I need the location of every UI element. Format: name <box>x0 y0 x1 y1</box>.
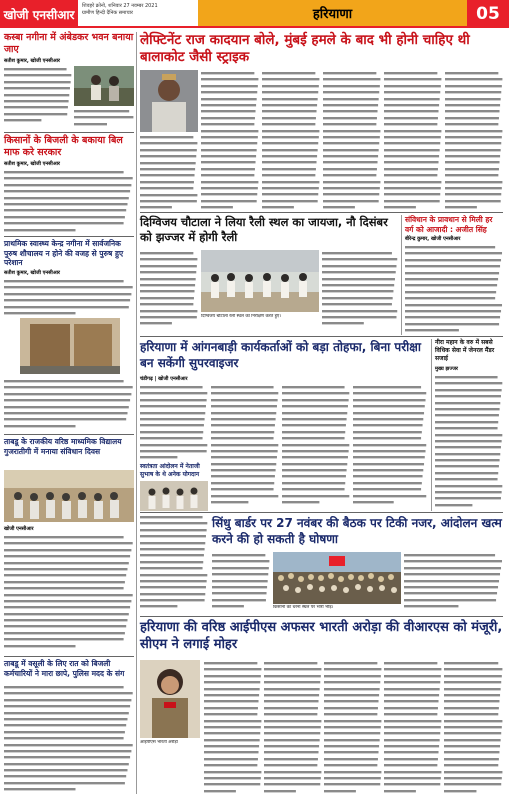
text-line <box>4 310 134 316</box>
toilet-photo <box>20 318 120 374</box>
divider <box>4 132 134 133</box>
lead-body-5 <box>384 70 442 210</box>
column-divider <box>431 339 432 511</box>
text-line <box>322 320 398 326</box>
chautala-body-2 <box>322 250 398 330</box>
kisan-headline: किसानों के बिजली के बकाया बिल माफ करे सरकार <box>4 135 123 158</box>
chautala-photo-caption: दिग्विजय चौटाला रैली स्थल का निरीक्षण करते हुए। <box>201 314 281 319</box>
text-line <box>4 227 134 233</box>
kisan-byline: सतीश कुमार, खोजी एनसीआर <box>4 161 60 167</box>
newspaper-logo: खोजी एनसीआर <box>0 0 78 28</box>
text-line <box>353 499 427 505</box>
dateline <box>78 0 198 28</box>
divider <box>4 236 134 237</box>
lead-photo <box>140 70 198 132</box>
text-line <box>404 603 503 609</box>
text-line <box>384 788 442 794</box>
lead-headline: लेफ्टिनेंट राज कादयान बोले, मुंबई हमले के बाद भी होनी चाहिए थी बालाकोट जैसी स्ट्राइक <box>140 32 470 65</box>
rally-right-headline: नीरा महान के वरु में सबसे विधिक सेवा में जेनरल मैंडर सजाई <box>435 339 495 362</box>
text-line <box>323 204 381 210</box>
text-line <box>324 788 382 794</box>
divider <box>4 434 134 435</box>
rally-right-byline: मुख्य झज्जर <box>435 366 458 372</box>
text-line <box>140 320 198 326</box>
sindhu-photo-caption: किसानों का धरना स्थल पर भारी भीड़। <box>273 605 334 610</box>
toilet-headline: प्राथमिक स्वास्थ्य केन्द्र नगीना में सार्वजनिक पुरुष शौचालय न होने की वजह से पुरुष हुए परेशान <box>4 239 124 268</box>
subhash-photo <box>140 481 208 511</box>
column-divider <box>401 215 402 335</box>
divider <box>140 212 503 213</box>
school-photo <box>4 470 134 522</box>
divider <box>4 656 134 657</box>
tauru-body <box>4 684 134 794</box>
dateline-subtext: ग्रामीण हिन्दी दैनिक समाचार <box>82 10 133 16</box>
subhash-body <box>140 514 208 612</box>
toilet-byline: सतीश कुमार, खोजी एनसीआर <box>4 270 60 276</box>
text-line <box>211 499 279 505</box>
text-line <box>264 788 322 794</box>
tauru-headline: ताबडू में वसूली के लिए रात को बिजली कर्मचारियों ने मारा छापे, पुलिस मदद के संग <box>4 659 125 678</box>
anganwadi-body-4 <box>353 384 427 510</box>
divider <box>140 512 503 513</box>
school-byline: खोजी एनसीआर <box>4 526 34 532</box>
lead-body-4 <box>323 70 381 210</box>
text-line <box>384 204 442 210</box>
text-line <box>444 788 503 794</box>
kisan-body <box>4 169 134 233</box>
arora-body-5 <box>444 660 503 794</box>
text-line <box>282 499 350 505</box>
samvidhan-headline: संविधान के प्रावधान से मिली हर वर्ग को आजादी : अजीत सिंह <box>405 215 493 234</box>
chautala-headline: दिग्विजय चौटाला ने लिया रैली स्थल का जायजा, नौ दिसंबर को झज्जर में होगी रैली <box>140 215 388 244</box>
arora-photo-caption: आईपीएस भारती अरोड़ा <box>140 740 178 745</box>
lead-body-6 <box>445 70 503 210</box>
rally-right-body <box>435 374 503 510</box>
school-body <box>4 534 134 652</box>
column-divider <box>136 32 137 794</box>
text-line <box>405 327 503 333</box>
page-number: 05 <box>467 0 509 28</box>
toilet-body-2 <box>4 378 134 430</box>
kasba-byline: सतीश कुमार, खोजी एनसीआर <box>4 58 60 64</box>
text-line <box>4 643 134 649</box>
dateline-text: शिवहरे क्रोनो, शनिवार 27 नवम्बर 2021 <box>82 3 158 9</box>
text-line <box>4 786 134 792</box>
text-line <box>140 603 208 609</box>
text-line <box>201 204 259 210</box>
lead-body-1 <box>140 134 198 210</box>
section-title: हरियाणा <box>198 0 467 28</box>
arora-body-3 <box>324 660 382 794</box>
text-line <box>445 204 503 210</box>
arora-body-2 <box>264 660 322 794</box>
divider <box>140 336 503 337</box>
arora-body-4 <box>384 660 442 794</box>
kasba-body <box>4 66 72 124</box>
kasba-headline: कस्बा नगीना में अंबेडकर भवन बनाया जाए <box>4 32 134 55</box>
sindhu-body-2 <box>404 552 503 612</box>
samvidhan-school-headline: ताबडू के राजकीय वरिष्ठ माध्यमिक विद्यालय गुजरातीगी में मनाया संविधान दिवस <box>4 437 122 456</box>
text-line <box>140 204 198 210</box>
chautala-photo <box>201 250 319 312</box>
sindhu-photo <box>273 552 401 604</box>
text-line <box>140 454 208 460</box>
chautala-body-1 <box>140 250 198 330</box>
masthead <box>0 0 509 28</box>
text-line <box>262 204 320 210</box>
divider <box>140 616 503 617</box>
kasba-body-2 <box>74 108 134 128</box>
text-line <box>4 423 134 429</box>
sindhu-body-1 <box>212 552 270 612</box>
text-line <box>212 603 270 609</box>
arora-body-1 <box>204 660 262 794</box>
anganwadi-body-2 <box>211 384 279 510</box>
text-line <box>4 117 72 123</box>
anganwadi-byline: चंडीगढ़ | खोजी एनसीआर <box>140 376 188 382</box>
text-line <box>204 788 262 794</box>
anganwadi-body-1 <box>140 384 208 460</box>
text-line <box>435 502 503 508</box>
subhash-headline: स्वतंत्रता आंदोलन में नेताजी सुभाष के थे अनेक योगदान <box>140 463 200 478</box>
toilet-body <box>4 278 134 316</box>
anganwadi-headline: हरियाणा में आंगनबाड़ी कार्यकर्ताओं को बड़ा तोहफा, बिना परीक्षा बन सकेंगी सुपरवाइजर <box>140 340 421 370</box>
text-line <box>74 121 134 127</box>
sindhu-headline: सिंधु बार्डर पर 27 नवंबर की बैठक पर टिकी नजर, आंदोलन खत्म करने की हो सकती है घोषणा <box>212 516 502 546</box>
lead-body-2 <box>201 70 259 210</box>
anganwadi-body-3 <box>282 384 350 510</box>
kasba-photo <box>74 66 134 106</box>
arora-photo <box>140 660 200 738</box>
lead-body-3 <box>262 70 320 210</box>
samvidhan-byline: बीरेन्द्र कुमार, खोजी एनसीआर <box>405 236 461 242</box>
samvidhan-body <box>405 244 503 334</box>
arora-headline: हरियाणा की वरिष्ठ आईपीएस अफसर भारती अरोड़ा की वीआरएस को मंजूरी, सीएम ने लगाई मोहर <box>140 620 503 652</box>
